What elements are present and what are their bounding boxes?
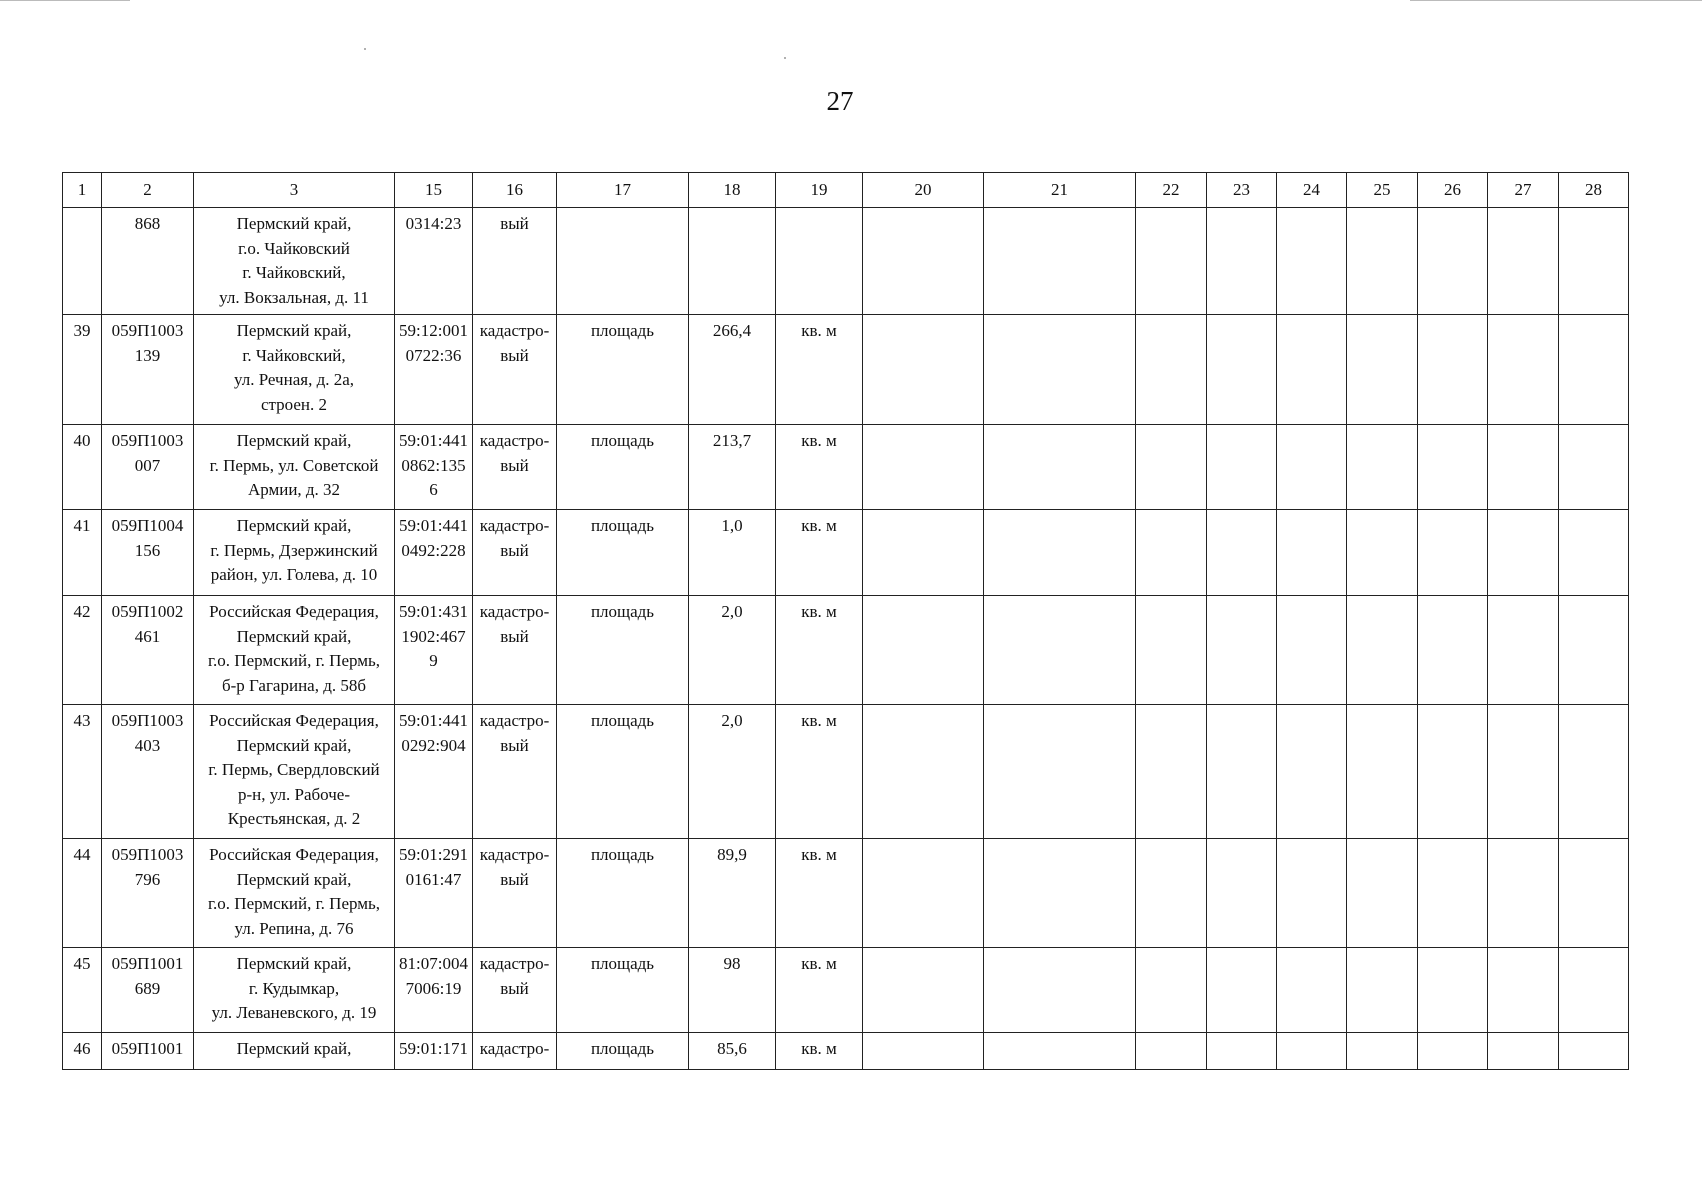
column-header: 17 (557, 173, 689, 208)
cell-empty (1136, 596, 1207, 705)
cell-empty (863, 425, 984, 510)
cell-address: Российская Федерация, Пермский край, г. Пермь, Свердловский р-н, ул. Рабоче- Крестьянская, д. 2 (194, 705, 395, 839)
cell-empty (1136, 948, 1207, 1033)
column-header: 3 (194, 173, 395, 208)
cell-empty (1207, 948, 1277, 1033)
cell-code: 059П1003 007 (102, 425, 194, 510)
cell-type: вый (473, 208, 557, 315)
cell-code: 059П1002 461 (102, 596, 194, 705)
cell-empty (1277, 315, 1347, 425)
scan-speck (364, 48, 366, 50)
cell-value: 98 (689, 948, 776, 1033)
column-header: 2 (102, 173, 194, 208)
cell-value: 1,0 (689, 510, 776, 596)
cell-empty (984, 208, 1136, 315)
cell-code: 059П1003 796 (102, 839, 194, 948)
cell-code: 059П1001 689 (102, 948, 194, 1033)
cell-empty (1347, 208, 1418, 315)
cell-empty (1418, 839, 1488, 948)
cell-code: 059П1003 139 (102, 315, 194, 425)
table-row (63, 948, 1629, 1033)
cell-empty (1559, 425, 1629, 510)
cell-value: 89,9 (689, 839, 776, 948)
cell-empty (984, 425, 1136, 510)
column-header: 23 (1207, 173, 1277, 208)
cell-empty (1347, 705, 1418, 839)
cell-empty (1347, 948, 1418, 1033)
cell-empty (984, 1033, 1136, 1070)
page-number: 27 (826, 86, 854, 116)
table-row (63, 1033, 1629, 1070)
table-row (63, 596, 1629, 705)
cell-empty (1347, 839, 1418, 948)
column-header: 25 (1347, 173, 1418, 208)
cell-num: 45 (63, 948, 102, 1033)
cell-empty (984, 839, 1136, 948)
cell-type: кадастро- вый (473, 839, 557, 948)
column-header: 22 (1136, 173, 1207, 208)
cell-empty (1136, 839, 1207, 948)
cell-empty (1418, 510, 1488, 596)
cell-num: 43 (63, 705, 102, 839)
cell-empty (863, 315, 984, 425)
cell-address: Российская Федерация, Пермский край, г.о. Пермский, г. Пермь, б-р Гагарина, д. 58б (194, 596, 395, 705)
cell-param: площадь (557, 1033, 689, 1070)
cell-cadastral: 0314:23 (395, 208, 473, 315)
cell-code: 059П1001 (102, 1033, 194, 1070)
cell-empty (863, 510, 984, 596)
cell-cadastral: 59:01:441 0292:904 (395, 705, 473, 839)
cell-param: площадь (557, 948, 689, 1033)
cell-empty (1207, 839, 1277, 948)
cell-empty (1559, 705, 1629, 839)
cell-cadastral: 59:12:001 0722:36 (395, 315, 473, 425)
column-header: 16 (473, 173, 557, 208)
cell-address: Пермский край, г. Чайковский, ул. Речная, д. 2а, строен. 2 (194, 315, 395, 425)
cell-empty (984, 596, 1136, 705)
cell-empty (1277, 839, 1347, 948)
cell-param: площадь (557, 425, 689, 510)
cell-code: 868 (102, 208, 194, 315)
column-header: 28 (1559, 173, 1629, 208)
cell-param: площадь (557, 596, 689, 705)
column-header: 24 (1277, 173, 1347, 208)
cell-empty (1488, 948, 1559, 1033)
cell-empty (863, 839, 984, 948)
cell-unit: кв. м (776, 705, 863, 839)
cell-empty (1207, 425, 1277, 510)
cell-empty (984, 510, 1136, 596)
cell-empty (1277, 1033, 1347, 1070)
cell-empty (1488, 425, 1559, 510)
table-row (63, 425, 1629, 510)
table-row (63, 839, 1629, 948)
cell-param: площадь (557, 839, 689, 948)
cell-empty (1488, 208, 1559, 315)
cell-address: Пермский край, (194, 1033, 395, 1070)
registry-table (62, 172, 1629, 1070)
scan-edge-line-right (1410, 0, 1702, 1)
cell-empty (1277, 705, 1347, 839)
cell-value: 85,6 (689, 1033, 776, 1070)
cell-empty (1418, 208, 1488, 315)
cell-empty (1277, 510, 1347, 596)
cell-empty (863, 705, 984, 839)
cell-cadastral: 59:01:441 0862:135 6 (395, 425, 473, 510)
column-header: 19 (776, 173, 863, 208)
cell-empty (863, 948, 984, 1033)
cell-empty (1277, 948, 1347, 1033)
cell-unit: кв. м (776, 596, 863, 705)
cell-empty (863, 596, 984, 705)
cell-empty (1207, 1033, 1277, 1070)
cell-value (689, 208, 776, 315)
cell-empty (1418, 705, 1488, 839)
cell-num: 39 (63, 315, 102, 425)
cell-empty (1488, 1033, 1559, 1070)
cell-code: 059П1004 156 (102, 510, 194, 596)
scan-speck (784, 57, 786, 59)
cell-empty (1277, 596, 1347, 705)
cell-cadastral: 59:01:171 (395, 1033, 473, 1070)
cell-type: кадастро- вый (473, 948, 557, 1033)
cell-empty (1559, 596, 1629, 705)
cell-empty (1347, 315, 1418, 425)
cell-cadastral: 59:01:291 0161:47 (395, 839, 473, 948)
cell-unit (776, 208, 863, 315)
cell-empty (1559, 208, 1629, 315)
cell-empty (1488, 596, 1559, 705)
cell-cadastral: 59:01:431 1902:467 9 (395, 596, 473, 705)
column-header: 21 (984, 173, 1136, 208)
cell-empty (1207, 705, 1277, 839)
cell-num (63, 208, 102, 315)
cell-empty (863, 208, 984, 315)
cell-empty (984, 705, 1136, 839)
column-header: 1 (63, 173, 102, 208)
cell-value: 213,7 (689, 425, 776, 510)
cell-num: 44 (63, 839, 102, 948)
cell-value: 266,4 (689, 315, 776, 425)
table-row (63, 705, 1629, 839)
cell-address: Пермский край, г. Пермь, Дзержинский район, ул. Голева, д. 10 (194, 510, 395, 596)
cell-value: 2,0 (689, 596, 776, 705)
cell-empty (1136, 705, 1207, 839)
cell-param: площадь (557, 510, 689, 596)
cell-empty (1488, 315, 1559, 425)
cell-empty (1207, 596, 1277, 705)
cell-empty (1418, 425, 1488, 510)
cell-value: 2,0 (689, 705, 776, 839)
cell-cadastral: 81:07:004 7006:19 (395, 948, 473, 1033)
cell-empty (1559, 510, 1629, 596)
table-body (63, 208, 1629, 1070)
cell-empty (1136, 510, 1207, 596)
cell-empty (1418, 1033, 1488, 1070)
cell-empty (1347, 510, 1418, 596)
column-header: 27 (1488, 173, 1559, 208)
cell-empty (984, 315, 1136, 425)
cell-empty (1559, 315, 1629, 425)
table-row (63, 315, 1629, 425)
cell-type: кадастро- вый (473, 315, 557, 425)
cell-empty (1418, 315, 1488, 425)
cell-empty (1347, 596, 1418, 705)
scan-edge-line-left (0, 0, 130, 1)
column-header: 20 (863, 173, 984, 208)
cell-type: кадастро- (473, 1033, 557, 1070)
cell-empty (1136, 208, 1207, 315)
cell-empty (863, 1033, 984, 1070)
cell-type: кадастро- вый (473, 596, 557, 705)
cell-empty (1488, 839, 1559, 948)
cell-empty (1207, 510, 1277, 596)
cell-type: кадастро- вый (473, 510, 557, 596)
cell-param: площадь (557, 315, 689, 425)
column-header: 15 (395, 173, 473, 208)
cell-type: кадастро- вый (473, 705, 557, 839)
cell-empty (1559, 839, 1629, 948)
cell-unit: кв. м (776, 1033, 863, 1070)
cell-num: 41 (63, 510, 102, 596)
cell-address: Пермский край, г. Пермь, ул. Советской Армии, д. 32 (194, 425, 395, 510)
cell-num: 46 (63, 1033, 102, 1070)
cell-empty (1136, 425, 1207, 510)
cell-empty (1136, 1033, 1207, 1070)
cell-empty (1488, 510, 1559, 596)
table-row (63, 510, 1629, 596)
column-header: 26 (1418, 173, 1488, 208)
cell-empty (1418, 948, 1488, 1033)
cell-num: 42 (63, 596, 102, 705)
cell-unit: кв. м (776, 425, 863, 510)
cell-address: Пермский край, г.о. Чайковский г. Чайковский, ул. Вокзальная, д. 11 (194, 208, 395, 315)
cell-unit: кв. м (776, 839, 863, 948)
cell-empty (1559, 1033, 1629, 1070)
cell-unit: кв. м (776, 510, 863, 596)
table-row (63, 208, 1629, 315)
cell-code: 059П1003 403 (102, 705, 194, 839)
cell-address: Пермский край, г. Кудымкар, ул. Леваневского, д. 19 (194, 948, 395, 1033)
cell-empty (1277, 425, 1347, 510)
cell-type: кадастро- вый (473, 425, 557, 510)
cell-num: 40 (63, 425, 102, 510)
cell-empty (1418, 596, 1488, 705)
cell-empty (1347, 1033, 1418, 1070)
cell-param (557, 208, 689, 315)
cell-empty (1488, 705, 1559, 839)
cell-address: Российская Федерация, Пермский край, г.о. Пермский, г. Пермь, ул. Репина, д. 76 (194, 839, 395, 948)
cell-unit: кв. м (776, 948, 863, 1033)
cell-cadastral: 59:01:441 0492:228 (395, 510, 473, 596)
cell-empty (1277, 208, 1347, 315)
cell-empty (984, 948, 1136, 1033)
cell-empty (1559, 948, 1629, 1033)
cell-empty (1347, 425, 1418, 510)
column-header: 18 (689, 173, 776, 208)
cell-unit: кв. м (776, 315, 863, 425)
cell-empty (1207, 208, 1277, 315)
column-number-row (63, 173, 1629, 208)
cell-param: площадь (557, 705, 689, 839)
cell-empty (1207, 315, 1277, 425)
cell-empty (1136, 315, 1207, 425)
